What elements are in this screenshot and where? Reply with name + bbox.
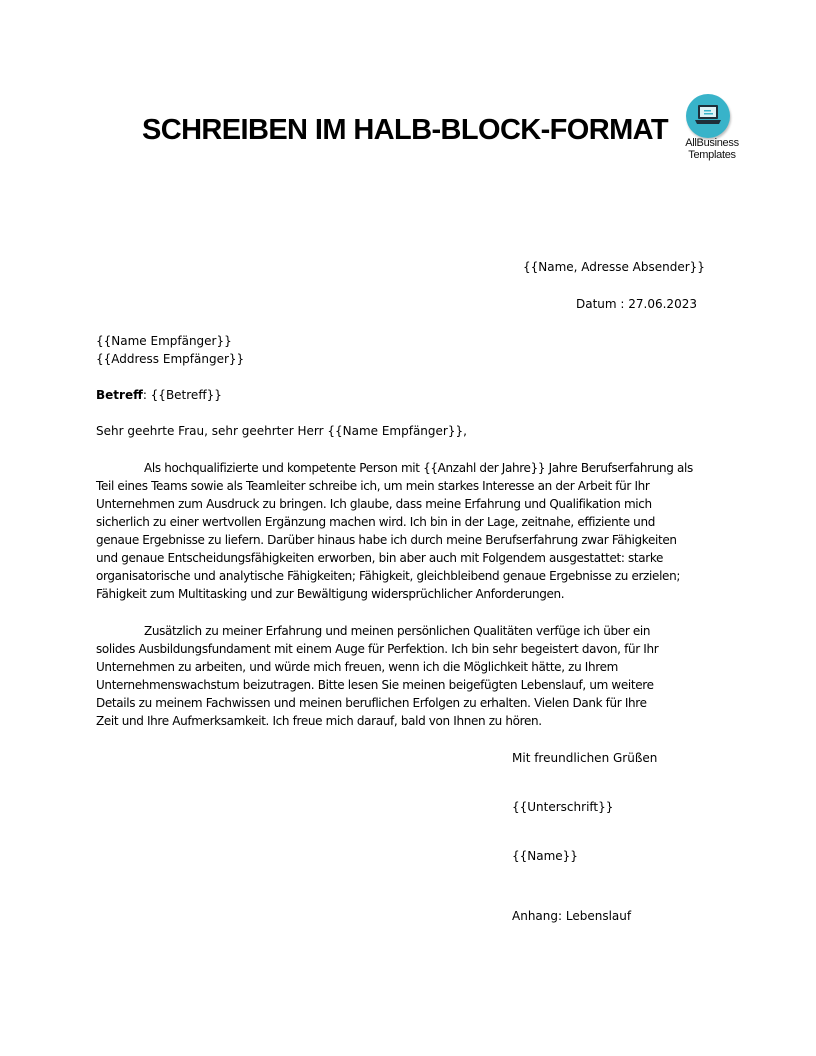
sender-address: {{Name, Adresse Absender}}	[523, 260, 705, 274]
body-paragraph-2	[96, 622, 658, 730]
recipient-name: {{Name Empfänger}}	[96, 334, 232, 348]
paragraph-line: und genaue Entscheidungsfähigkeiten erworben, bin aber auch mit Folgendem ausgestattet: starke	[96, 551, 664, 565]
paragraph-line: Unternehmen zu arbeiten, und würde mich freuen, wenn ich die Möglichkeit hätte, zu Ihrem	[96, 660, 618, 674]
paragraph-line: sicherlich zu einer wertvollen Ergänzung machen wird. Ich bin in der Lage, zeitnahe, effiziente und	[96, 515, 655, 529]
subject-line	[96, 386, 222, 404]
paragraph-line: organisatorische und analytische Fähigkeiten; Fähigkeit, gleichbleibend genaue Ergebnisse zu erzielen;	[96, 569, 681, 583]
recipient-block	[96, 332, 244, 368]
salutation: Sehr geehrte Frau, sehr geehrter Herr {{Name Empfänger}},	[96, 424, 467, 438]
paragraph-line: Unternehmen zum Ausdruck zu bringen. Ich glaube, dass meine Erfahrung und Qualifikation mich	[96, 497, 652, 511]
paragraph-line: genaue Ergebnisse zu liefern. Darüber hinaus habe ich durch meine Berufserfahrung zwar Fähigkeiten	[96, 533, 677, 547]
paragraph-line: Zeit und Ihre Aufmerksamkeit. Ich freue mich darauf, bald von Ihnen zu hören.	[96, 714, 542, 728]
paragraph-line: Details zu meinem Fachwissen und meinen beruflichen Erfolgen zu erhalten. Vielen Dank für Ihre	[96, 696, 647, 710]
letter-date: Datum : 27.06.2023	[576, 297, 697, 311]
signature-placeholder: {{Unterschrift}}	[512, 800, 614, 814]
paragraph-line: Unternehmenswachstum beizutragen. Bitte lesen Sie meinen beigefügten Lebenslauf, um weitere	[96, 678, 654, 692]
paragraph-line: Zusätzlich zu meiner Erfahrung und meinen persönlichen Qualitäten verfüge ich über ein	[144, 624, 651, 638]
allbusiness-logo	[676, 92, 748, 166]
laptop-icon	[686, 94, 730, 138]
subject-value: : {{Betreff}}	[142, 388, 222, 402]
signer-name: {{Name}}	[512, 849, 578, 863]
paragraph-line: Fähigkeit zum Multitasking und zur Bewältigung widersprüchlicher Anforderungen.	[96, 587, 565, 601]
closing: Mit freundlichen Grüßen	[512, 751, 658, 765]
subject-label: Betreff	[96, 388, 143, 402]
document-title: SCHREIBEN IM HALB-BLOCK-FORMAT	[142, 114, 668, 146]
logo-line-1: AllBusiness	[685, 137, 739, 149]
attachment-line: Anhang: Lebenslauf	[512, 909, 632, 923]
logo-line-2: Templates	[688, 149, 736, 161]
paragraph-line: solides Ausbildungsfundament mit einem Auge für Perfektion. Ich bin sehr begeistert davon, für Ihr	[96, 642, 659, 656]
paragraph-line: Teil eines Teams sowie als Teamleiter schreibe ich, um mein starkes Interesse an der Arbeit für Ihr	[96, 479, 650, 493]
paragraph-line: Als hochqualifizierte und kompetente Person mit {{Anzahl der Jahre}} Jahre Berufserfahrung als	[144, 461, 693, 475]
recipient-address: {{Address Empfänger}}	[96, 352, 245, 366]
body-paragraph-1	[96, 459, 693, 603]
logo-text	[676, 137, 748, 161]
